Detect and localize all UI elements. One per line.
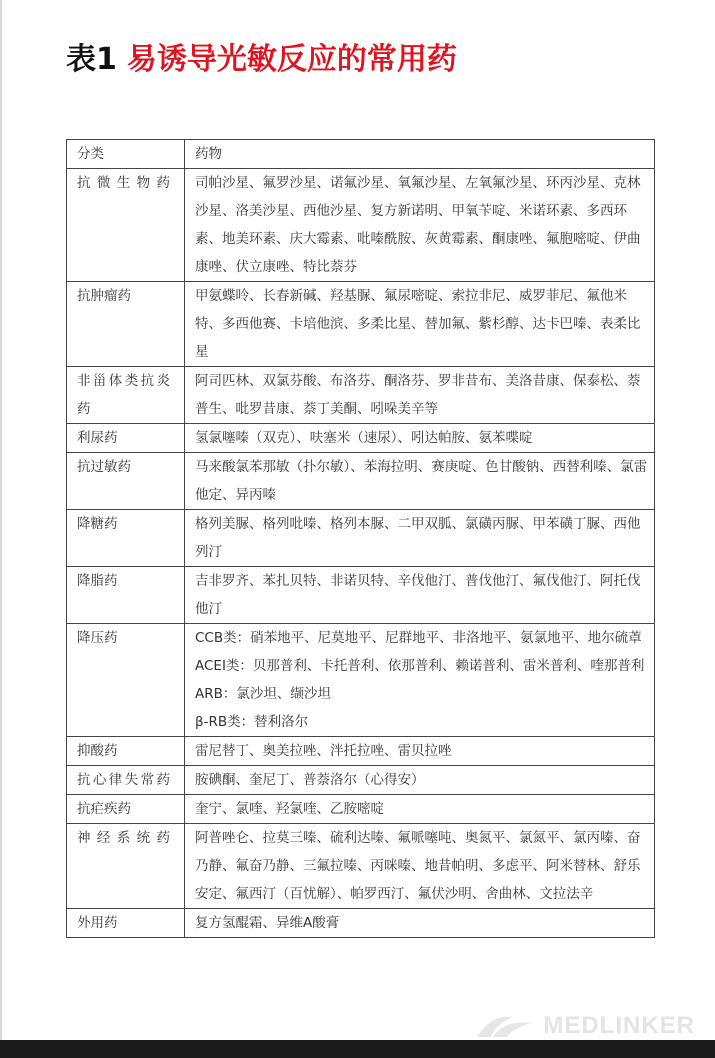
page-left-rule	[0, 0, 2, 1040]
drug-line: 甲氨蝶呤、长春新碱、羟基脲、氟尿嘧啶、索拉非尼、威罗菲尼、氟他米特、多西他赛、卡培他滨、多柔比星、替加氟、紫杉醇、达卡巴嗪、表柔比星	[195, 288, 641, 360]
table-title: 易诱导光敏反应的常用药	[126, 42, 457, 77]
table-number: 表1	[66, 42, 117, 77]
drug-cell	[185, 824, 655, 909]
table-row	[67, 169, 655, 282]
drug-cell	[185, 453, 655, 510]
drug-line: 马来酸氯苯那敏（扑尔敏）、苯海拉明、赛庚啶、色甘酸钠、西替利嗪、氯雷他定、异丙嗪	[195, 459, 648, 503]
page-title	[66, 34, 457, 78]
drug-line: 司帕沙星、氟罗沙星、诺氟沙星、氧氟沙星、左氧氟沙星、环丙沙星、克林沙星、洛美沙星、西他沙星、复方新诺明、甲氧苄啶、米诺环素、多西环素、地美环素、庆大霉素、吡嗪酰胺、灰黄霉素、酮康唑、氟胞嘧啶、伊曲康唑、伏立康唑、特比萘芬	[195, 175, 641, 275]
table-row	[67, 367, 655, 424]
category-cell: 抗过敏药	[67, 453, 185, 510]
category-cell: 降压药	[67, 624, 185, 737]
category-cell: 降糖药	[67, 510, 185, 567]
table-row	[67, 737, 655, 766]
table-row	[67, 766, 655, 795]
drug-line: ARB：氯沙坦、缬沙坦	[195, 686, 331, 702]
drug-cell	[185, 424, 655, 453]
drug-line: 格列美脲、格列吡嗪、格列本脲、二甲双胍、氯磺丙脲、甲苯磺丁脲、西他列汀	[195, 516, 641, 560]
drug-line: 阿司匹林、双氯芬酸、布洛芬、酮洛芬、罗非昔布、美洛昔康、保泰松、萘普生、吡罗昔康、萘丁美酮、吲哚美辛等	[195, 373, 641, 417]
drug-cell	[185, 510, 655, 567]
table-row	[67, 909, 655, 938]
table-row	[67, 282, 655, 367]
drug-line: 复方氢醌霜、异维A酸膏	[195, 915, 340, 931]
drug-cell	[185, 795, 655, 824]
drug-cell	[185, 766, 655, 795]
drug-line: 胺碘酮、奎尼丁、普萘洛尔（心得安）	[195, 772, 425, 788]
drug-table	[66, 139, 655, 938]
drug-line: 阿普唑仑、拉莫三嗪、硫利达嗪、氟哌噻吨、奥氮平、氯氮平、氯丙嗪、奋乃静、氟奋乃静、三氟拉嗪、丙咪嗪、地昔帕明、多虑平、阿米替林、舒乐安定、氟西汀（百忧解）、帕罗西汀、氟伏沙明、舍曲林、文拉法辛	[195, 830, 641, 902]
drug-cell	[185, 169, 655, 282]
table-row	[67, 424, 655, 453]
drug-cell	[185, 282, 655, 367]
drug-line: 吉非罗齐、苯扎贝特、非诺贝特、辛伐他汀、普伐他汀、氟伐他汀、阿托伐他汀	[195, 573, 641, 617]
watermark	[473, 1011, 695, 1041]
category-cell: 神经系统药	[67, 824, 185, 909]
drug-line: 雷尼替丁、奥美拉唑、泮托拉唑、雷贝拉唑	[195, 743, 452, 759]
table-row	[67, 453, 655, 510]
category-cell: 利尿药	[67, 424, 185, 453]
drug-cell	[185, 624, 655, 737]
drug-line: ACEI类：贝那普利、卡托普利、依那普利、赖诺普利、雷米普利、喹那普利	[195, 658, 645, 674]
header-category: 分类	[67, 140, 185, 169]
category-cell: 降脂药	[67, 567, 185, 624]
drug-line: 氢氯噻嗪（双克）、呋塞米（速尿）、吲达帕胺、氨苯喋啶	[195, 430, 533, 446]
category-cell: 外用药	[67, 909, 185, 938]
drug-cell	[185, 737, 655, 766]
drug-line: CCB类：硝苯地平、尼莫地平、尼群地平、非洛地平、氨氯地平、地尔硫䓬	[195, 630, 642, 646]
category-cell: 抗心律失常药	[67, 766, 185, 795]
header-drugs: 药物	[185, 140, 655, 169]
drug-cell	[185, 567, 655, 624]
category-cell: 抗微生物药	[67, 169, 185, 282]
table-row	[67, 795, 655, 824]
category-cell: 抗疟疾药	[67, 795, 185, 824]
drug-cell	[185, 367, 655, 424]
watermark-text: MEDLINKER	[543, 1012, 695, 1039]
category-cell: 抗肿瘤药	[67, 282, 185, 367]
drug-line: β-RB类：替利洛尔	[195, 714, 309, 730]
feather-logo-icon	[473, 1011, 537, 1041]
category-cell: 抑酸药	[67, 737, 185, 766]
drug-line: 奎宁、氯喹、羟氯喹、乙胺嘧啶	[195, 801, 384, 817]
category-cell: 非甾体类抗炎药	[67, 367, 185, 424]
table-row	[67, 624, 655, 737]
table-row	[67, 510, 655, 567]
bottom-bar	[0, 1040, 715, 1058]
table-row	[67, 824, 655, 909]
table-row	[67, 567, 655, 624]
table-header-row	[67, 140, 655, 169]
drug-cell	[185, 909, 655, 938]
